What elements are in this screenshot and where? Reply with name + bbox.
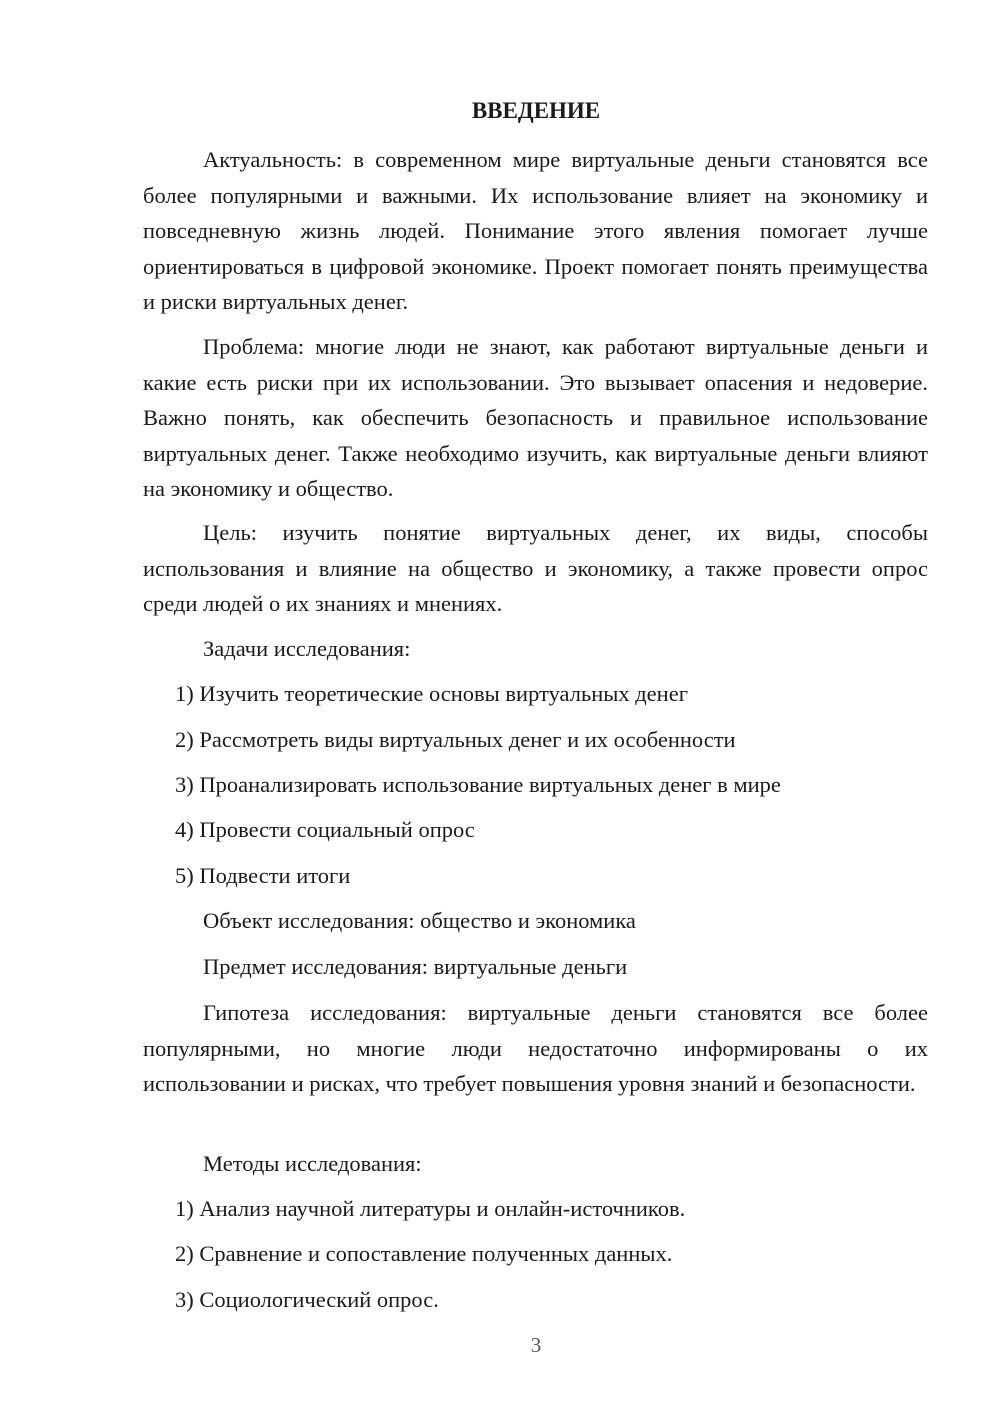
research-object: Объект исследования: общество и экономика xyxy=(203,908,636,933)
task-item-4: 4) Провести социальный опрос xyxy=(175,817,475,842)
section-title: ВВЕДЕНИЕ xyxy=(471,98,601,123)
task-item-3: 3) Проанализировать использование виртуальных денег в мире xyxy=(175,772,781,797)
method-item-2: 2) Сравнение и сопоставление полученных данных. xyxy=(175,1241,673,1266)
method-item-3: 3) Социологический опрос. xyxy=(175,1287,439,1312)
hypothesis-paragraph: Гипотеза исследования: виртуальные деньги становятся все более популярными, но многие люди недостаточно информированы о их использовании и рисках, что требует повышения уровня знаний и безопасности. xyxy=(143,1000,928,1096)
problem-paragraph: Проблема: многие люди не знают, как работают виртуальные деньги и какие есть риски при их использовании. Это вызывает опасения и недоверие. Важно понять, как обеспечить безопасность и правильное использование виртуальных денег. Также необходимо изучить, как виртуальные деньги влияют на экономику и общество. xyxy=(143,334,928,501)
tasks-heading: Задачи исследования: xyxy=(203,636,411,661)
page-number: 3 xyxy=(530,1333,542,1357)
methods-heading: Методы исследования: xyxy=(203,1151,422,1176)
research-subject: Предмет исследования: виртуальные деньги xyxy=(203,954,628,979)
goal-paragraph: Цель: изучить понятие виртуальных денег, их виды, способы использования и влияние на общество и экономику, а также провести опрос среди людей о их знаниях и мнениях. xyxy=(143,520,928,616)
task-item-1: 1) Изучить теоретические основы виртуальных денег xyxy=(175,681,688,706)
task-item-5: 5) Подвести итоги xyxy=(175,863,351,888)
task-item-2: 2) Рассмотреть виды виртуальных денег и их особенности xyxy=(175,727,736,752)
method-item-1: 1) Анализ научной литературы и онлайн-источников. xyxy=(175,1196,686,1221)
relevance-paragraph: Актуальность: в современном мире виртуальные деньги становятся все более популярными и важными. Их использование влияет на экономику и повседневную жизнь людей. Понимание этого явления помогает лучше ориентироваться в цифровой экономике. Проект помогает понять преимущества и риски виртуальных денег. xyxy=(143,147,928,314)
